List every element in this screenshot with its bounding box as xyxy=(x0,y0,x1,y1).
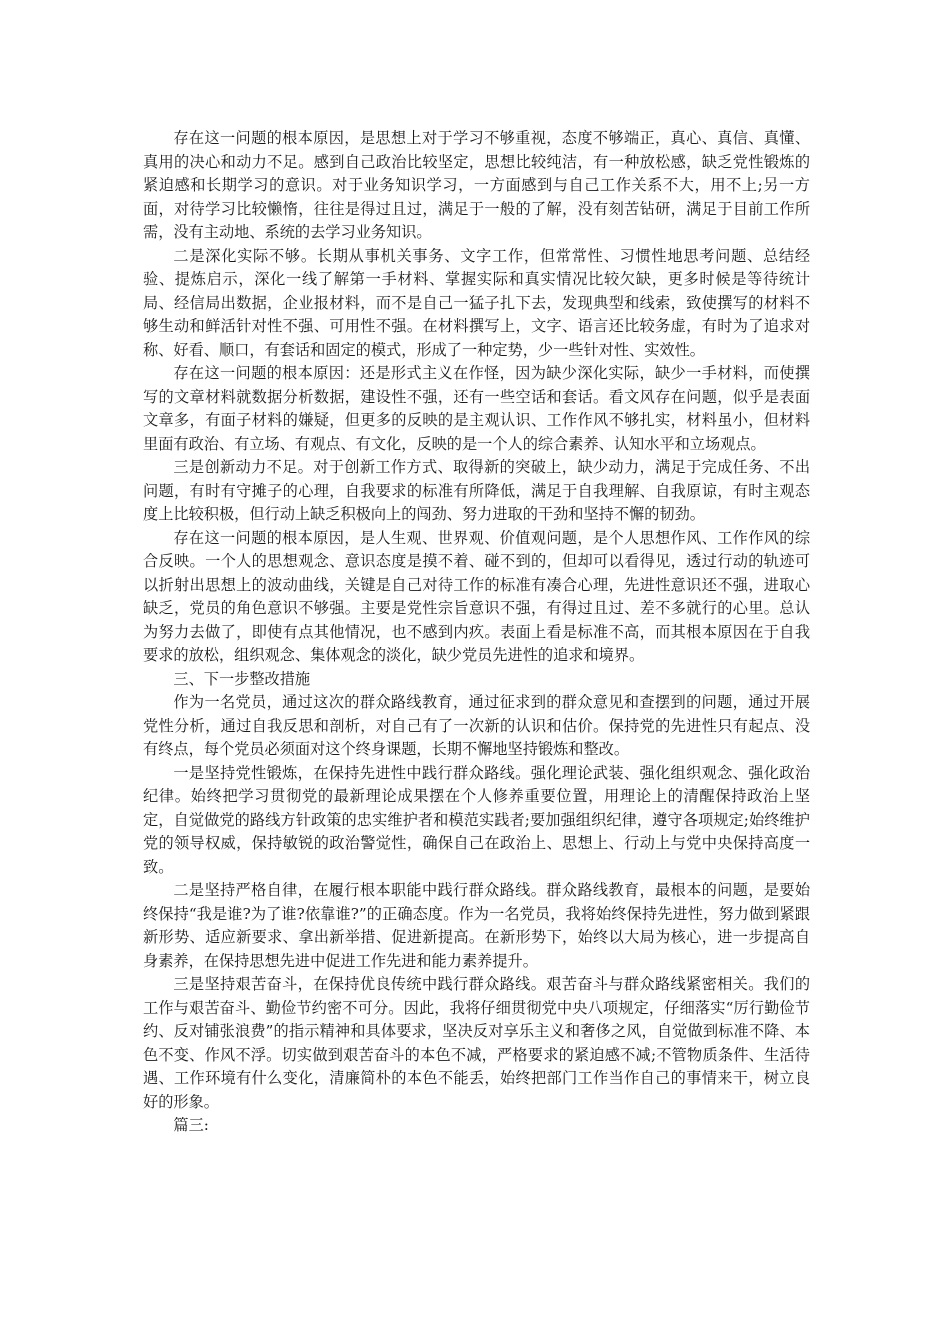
paragraph-root-cause-study: 存在这一问题的根本原因，是思想上对于学习不够重视，态度不够端正，真心、真信、真懂、真用的决心和动力不足。感到自己政治比较坚定，思想比较纯洁，有一种放松感，缺乏党性锻炼的紧迫感和长期学习的意识。对于业务知识学习，一方面感到与自己工作关系不大，用不上;另一方面，对待学习比较懒惰，往往是得过且过，满足于一般的了解，没有刻苦钻研，满足于目前工作所需，没有主动地、系统的去学习业务知识。 xyxy=(143,129,810,241)
section-heading-rectification: 三、下一步整改措施 xyxy=(173,669,311,688)
paragraph-innovation-insufficient: 三是创新动力不足。对于创新工作方式、取得新的突破上，缺少动力，满足于完成任务、不出问题，有时有守摊子的心理，自我要求的标准有所降低，满足于自我理解、自我原谅，有时主观态度上比较积极，但行动上缺乏积极向上的闯劲、努力进取的干劲和坚持不懈的韧劲。 xyxy=(143,458,810,523)
paragraph-measure-party-spirit: 一是坚持党性锻炼，在保持先进性中践行群众路线。强化理论武装、强化组织观念、强化政治纪律。始终把学习贯彻党的最新理论成果摆在个人修养重要位置，用理论上的清醒保持政治上坚定，自觉做党的路线方针政策的忠实维护者和模范实践者;要加强组织纪律，遵守各项规定;始终维护党的领导权威，保持敏锐的政治警觉性，确保自己在政治上、思想上、行动上与党中央保持高度一致。 xyxy=(143,763,810,876)
paragraph-root-cause-formalism: 存在这一问题的根本原因：还是形式主义在作怪，因为缺少深化实际，缺少一手材料，而使撰写的文章材料就数据分析数据，建设性不强，还有一些空话和套话。看文风存在问题，似乎是表面文章多，有面子材料的嫌疑，但更多的反映的是主观认识、工作作风不够扎实，材料虽小，但材料里面有政治、有立场、有观点、有文化，反映的是一个人的综合素养、认知水平和立场观点。 xyxy=(143,364,810,453)
paragraph-rectification-intro: 作为一名党员，通过这次的群众路线教育，通过征求到的群众意见和查摆到的问题，通过开展党性分析，通过自我反思和剖析，对自己有了一次新的认识和估价。保持党的先进性只有起点、没有终点，每个党员必须面对这个终身课题，长期不懈地坚持锻炼和整改。 xyxy=(143,693,810,758)
paragraph-practice-insufficient: 二是深化实际不够。长期从事机关事务、文字工作，但常常性、习惯性地思考问题、总结经验、提炼启示，深化一线了解第一手材料、掌握实际和真实情况比较欠缺，更多时候是等待统计局、经信局出数据，企业报材料，而不是自己一猛子扎下去，发现典型和线索，致使撰写的材料不够生动和鲜活针对性不强、可用性不强。在材料撰写上，文字、语言还比较务虚，有时为了追求对称、好看、顺口，有套话和固定的模式，形成了一种定势，少一些针对性、实效性。 xyxy=(143,246,810,359)
document-body xyxy=(143,127,810,1138)
section-label-part-three: 篇三: xyxy=(173,1116,209,1134)
paragraph-measure-self-discipline: 二是坚持严格自律，在履行根本职能中践行群众路线。群众路线教育，最根本的问题，是要始终保持“我是谁?为了谁?依靠谁?”的正确态度。作为一名党员，我将始终保持先进性，努力做到紧跟新形势、适应新要求、拿出新举措、促进新提高。在新形势下，始终以大局为核心，进一步提高自身素养，在保持思想先进中促进工作先进和能力素养提升。 xyxy=(143,881,810,970)
paragraph-root-cause-worldview: 存在这一问题的根本原因，是人生观、世界观、价值观问题，是个人思想作风、工作作风的综合反映。一个人的思想观念、意识态度是摸不着、碰不到的，但却可以看得见，透过行动的轨迹可以折射出思想上的波动曲线，关键是自己对待工作的标准有凑合心理，先进性意识还不强，进取心缺乏，党员的角色意识不够强。主要是党性宗旨意识不强，有得过且过、差不多就行的心里。总认为努力去做了，即使有点其他情况，也不感到内疚。表面上看是标准不高，而其根本原因在于自我要求的放松，组织观念、集体观念的淡化，缺少党员先进性的追求和境界。 xyxy=(143,528,810,664)
paragraph-measure-hard-work: 三是坚持艰苦奋斗，在保持优良传统中践行群众路线。艰苦奋斗与群众路线紧密相关。我们的工作与艰苦奋斗、勤俭节约密不可分。因此，我将仔细贯彻党中央八项规定，仔细落实“厉行勤俭节约、反对铺张浪费”的指示精神和具体要求，坚决反对享乐主义和奢侈之风，自觉做到标准不降、本色不变、作风不浮。切实做到艰苦奋斗的本色不减，严格要求的紧迫感不减;不管物质条件、生活待遇、工作环境有什么变化，清廉简朴的本色不能丢，始终把部门工作当作自己的事情来干，树立良好的形象。 xyxy=(143,975,810,1111)
